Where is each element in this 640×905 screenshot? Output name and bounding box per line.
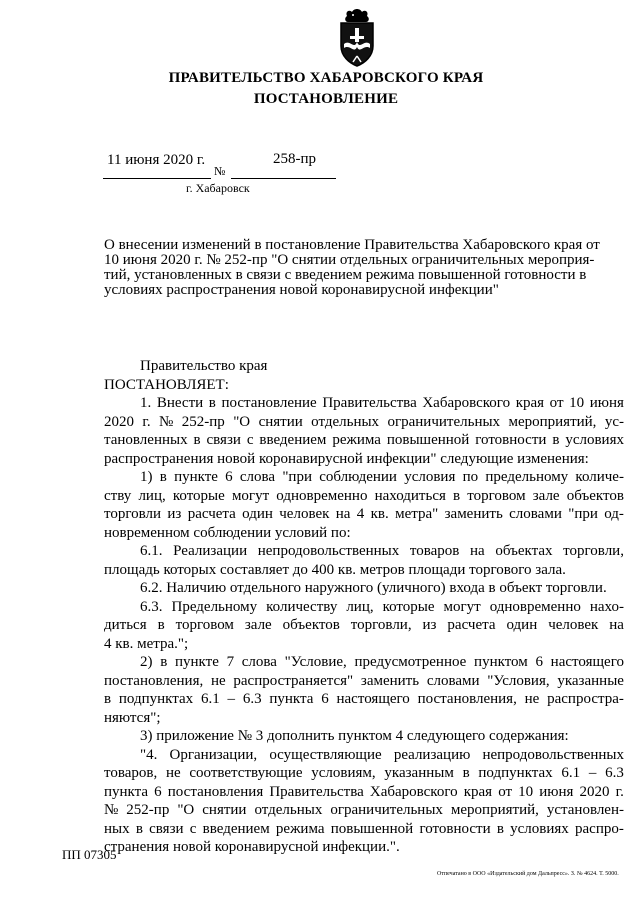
body-line xyxy=(104,820,624,839)
body-word: метра" xyxy=(395,506,439,522)
body-word: г. xyxy=(615,783,624,800)
body-word: непродовольственных xyxy=(482,746,624,763)
body-word: нахо- xyxy=(589,598,624,615)
body-word: Хабаровского xyxy=(422,395,511,411)
body-word: словами xyxy=(509,506,562,522)
body-word: в xyxy=(552,432,560,448)
body-word: отдельных xyxy=(254,802,323,818)
body-word: 6 xyxy=(154,783,162,800)
body-word: 1. xyxy=(140,395,152,411)
body-word: г. xyxy=(142,413,151,430)
body-word: предельному xyxy=(485,469,569,485)
body-word: кв. xyxy=(370,506,389,522)
body-word: 6.1. xyxy=(140,543,163,559)
body-word: которые xyxy=(172,487,225,504)
body-word: 6.3 xyxy=(242,691,262,707)
body-word: края xyxy=(515,395,545,411)
body-word: количе- xyxy=(575,469,624,485)
body-word: зале xyxy=(532,487,560,504)
body-word: одновременно xyxy=(489,598,581,615)
body-word: ограничительных xyxy=(330,802,443,818)
body-word: снятии xyxy=(258,413,303,430)
body-word: могут xyxy=(443,598,481,615)
body-word: отдельных xyxy=(311,413,380,430)
body-word: Хабаровского xyxy=(369,783,458,800)
body-word: повышенной xyxy=(386,432,470,448)
body-word: повышенной xyxy=(330,820,414,837)
coat-of-arms-icon xyxy=(333,6,381,68)
body-word: введением xyxy=(259,432,327,448)
body-word: – xyxy=(588,765,597,781)
body-word: распростра- xyxy=(547,691,624,707)
body-word: "О xyxy=(177,802,195,818)
body-word: в xyxy=(160,654,168,670)
body-word: соблюдении xyxy=(319,469,397,485)
body-word: могут xyxy=(231,487,270,504)
body-line xyxy=(104,746,624,765)
body-word: один xyxy=(506,617,538,633)
body-word: в xyxy=(496,820,504,837)
body-word: торговли xyxy=(104,506,162,522)
body-word: 10 xyxy=(518,783,534,800)
body-word: июня xyxy=(539,783,574,800)
body-word: объектах xyxy=(495,543,553,559)
body-line xyxy=(104,672,624,691)
body-word: настоящего xyxy=(336,691,410,707)
body-word: с xyxy=(246,432,254,448)
body-word: не xyxy=(165,765,181,781)
body-word: пункте xyxy=(175,654,219,670)
body-line xyxy=(104,431,624,450)
body-word: условиям, xyxy=(311,765,376,781)
body-word: 6.3 xyxy=(605,765,624,781)
body-word: 7 xyxy=(226,654,235,670)
body-word: непродовольственных xyxy=(257,543,400,559)
body-word: условиях xyxy=(510,820,569,837)
body-word: 6 xyxy=(225,469,233,485)
body-word: установлен- xyxy=(546,802,624,818)
number-underline xyxy=(231,178,336,179)
body-line xyxy=(104,542,624,561)
doc-date: 11 июня 2020 г. xyxy=(107,152,206,168)
body-word: 6.1 xyxy=(561,765,581,781)
body-word: осуществляющие xyxy=(269,746,382,763)
body-line: новременном соблюдении условий по: xyxy=(104,524,351,541)
body-word: предусмотренное xyxy=(354,654,467,670)
body-word: торговли, xyxy=(563,543,624,559)
body-line: распространения новой коронавирусной инфекции" следующие изменения: xyxy=(104,450,589,467)
body-word: одновременно xyxy=(276,487,368,504)
body-word: од- xyxy=(604,506,624,522)
body-line xyxy=(104,505,624,524)
body-word: слова xyxy=(239,469,276,485)
body-word: заменить xyxy=(360,672,420,689)
body-word: постановления, xyxy=(104,672,204,689)
body-word: в xyxy=(453,487,461,504)
body-word: постановления, xyxy=(417,691,517,707)
body-word: торговом xyxy=(467,487,526,504)
body-word: один xyxy=(242,506,273,522)
body-word: постановление xyxy=(221,395,317,411)
body-word: лиц, xyxy=(346,598,374,615)
body-word: подпунктах xyxy=(118,691,194,707)
body-line xyxy=(104,801,624,820)
body-word: распро- xyxy=(575,820,624,837)
doc-number: 258-пр xyxy=(273,151,317,167)
body-word: 4 xyxy=(356,506,365,522)
body-word: пункта xyxy=(269,691,314,707)
body-word: ству xyxy=(104,487,132,504)
body-word: связи xyxy=(206,432,241,448)
body-word: указанные xyxy=(557,672,624,689)
body-word: в xyxy=(193,432,201,448)
doc-body xyxy=(104,357,624,857)
body-word: июня xyxy=(589,395,624,411)
body-word: пунктом xyxy=(474,654,528,670)
body-line xyxy=(104,394,624,413)
body-word: Реализации xyxy=(173,543,248,559)
body-word: количеству xyxy=(266,598,338,615)
body-word: находиться xyxy=(374,487,446,504)
org-title: ПРАВИТЕЛЬСТВО ХАБАРОВСКОГО КРАЯ xyxy=(168,70,484,86)
body-word: соответствующие xyxy=(189,765,303,781)
body-word: 6 xyxy=(535,654,543,670)
body-word: условия xyxy=(404,469,456,485)
body-word: мероприятий, xyxy=(508,413,597,430)
body-word: объектов xyxy=(282,617,340,633)
body-word: человек xyxy=(548,617,599,633)
body-word: из xyxy=(167,506,182,522)
body-word: указанным xyxy=(384,765,454,781)
body-word: 2) xyxy=(140,654,153,670)
body-word: "Условия, xyxy=(487,672,550,689)
body-word: режима xyxy=(275,820,325,837)
body-word: Внести xyxy=(156,395,204,411)
body-word: связи xyxy=(149,820,184,837)
body-word: на xyxy=(609,617,624,633)
body-word: на xyxy=(470,543,485,559)
body-word: Правительства xyxy=(269,783,364,800)
subject-line: условиях распространения новой коронавирусной инфекции" xyxy=(104,282,499,298)
body-word: товаров xyxy=(409,543,460,559)
body-line xyxy=(104,783,624,802)
body-word: не xyxy=(210,672,226,689)
body-line: странения новой коронавирусной инфекции.". xyxy=(104,839,400,855)
body-word: "4. xyxy=(140,746,158,763)
body-word: в xyxy=(159,469,167,485)
body-lines xyxy=(104,394,624,857)
body-word: режима xyxy=(332,432,381,448)
body-word: 252-пр xyxy=(126,802,170,818)
body-word: реализацию xyxy=(393,746,471,763)
body-word: расчета xyxy=(447,617,496,633)
subject-line: 10 июня 2020 г. № 252-пр "О снятии отдельных ограничительных мероприя- xyxy=(104,252,595,268)
body-word: зале xyxy=(244,617,272,633)
body-line: 3) приложение № 3 дополнить пунктом 4 следующего содержания: xyxy=(140,728,569,744)
body-word: "О xyxy=(233,413,251,430)
body-word: пункта xyxy=(104,783,149,800)
body-line xyxy=(104,764,624,783)
number-sign: № xyxy=(214,164,226,178)
body-word: тановленных xyxy=(104,432,188,448)
body-word: человек xyxy=(279,506,330,522)
doc-city: г. Хабаровск xyxy=(186,181,250,195)
doc-subject xyxy=(104,238,624,298)
body-line xyxy=(104,653,624,672)
body-word: от xyxy=(498,783,513,800)
body-line: 4 кв. метра."; xyxy=(104,635,189,652)
body-word: диться xyxy=(104,617,147,633)
body-word: № xyxy=(159,413,174,430)
body-word: товаров, xyxy=(104,765,158,781)
body-word: торговом xyxy=(175,617,234,633)
body-word: расчета xyxy=(187,506,236,522)
body-line xyxy=(104,468,624,487)
doc-code: ПП 07305 xyxy=(62,847,117,862)
printer-imprint: Отпечатано в ООО «Издательский дом Дальпресс». З. № 4624. Т. 5000. xyxy=(437,871,619,877)
body-line: площадь которых составляет до 400 кв. метров площади торгового зала. xyxy=(104,561,566,578)
body-word: пункте xyxy=(174,469,218,485)
body-word: с xyxy=(189,820,197,837)
body-word: условиях xyxy=(565,432,624,448)
body-word: лиц, xyxy=(138,487,166,504)
body-word: края xyxy=(463,783,493,800)
body-line xyxy=(104,598,624,617)
body-word: по xyxy=(462,469,479,485)
doc-type-title: ПОСТАНОВЛЕНИЕ xyxy=(253,91,399,107)
body-word: Предельному xyxy=(171,598,258,615)
body-line: няются"; xyxy=(104,709,161,726)
body-word: настоящего xyxy=(550,654,624,670)
body-word: в xyxy=(208,395,216,411)
body-line: 6.2. Наличию отдельного наружного (уличного) входа в объект торговли. xyxy=(140,580,607,596)
body-word: в xyxy=(157,617,165,633)
body-word: на xyxy=(335,506,351,522)
body-word: 252-пр xyxy=(181,413,225,430)
body-word: распространяется" xyxy=(233,672,354,689)
body-word: не xyxy=(524,691,540,707)
body-word: "при xyxy=(568,506,598,522)
body-word: готовности xyxy=(475,432,547,448)
body-word: 2020 xyxy=(579,783,610,800)
body-word: 6.3. xyxy=(140,598,163,615)
body-word: Организации, xyxy=(169,746,258,763)
body-word: в xyxy=(462,765,470,781)
subject-line: О внесении изменений в постановление Правительства Хабаровского края от xyxy=(104,237,600,253)
body-word: объектов xyxy=(566,487,624,504)
body-word: 6 xyxy=(321,691,329,707)
body-word: 6.1 xyxy=(200,691,220,707)
body-word: 10 xyxy=(569,395,585,411)
body-word: мероприятий, xyxy=(450,802,539,818)
intro-line: Правительство края xyxy=(140,358,268,374)
body-word: торговли, xyxy=(350,617,412,633)
body-word: "при xyxy=(282,469,312,485)
body-word: 1) xyxy=(140,469,153,485)
body-word: 2020 xyxy=(104,413,134,430)
body-word: постановления xyxy=(167,783,264,800)
body-word: от xyxy=(549,395,564,411)
body-word: в xyxy=(135,820,143,837)
body-word: в xyxy=(104,691,112,707)
body-word: снятии xyxy=(202,802,247,818)
body-word: введением xyxy=(202,820,270,837)
body-word: – xyxy=(227,691,236,707)
date-underline xyxy=(103,178,211,179)
body-word: ограничительных xyxy=(387,413,501,430)
body-word: подпунктах xyxy=(478,765,553,781)
intro-line-decree: ПОСТАНОВЛЯЕТ: xyxy=(104,376,229,393)
body-word: ус- xyxy=(604,413,624,430)
body-word: Правительства xyxy=(322,395,417,411)
body-word: словами xyxy=(426,672,480,689)
body-word: готовности xyxy=(419,820,491,837)
body-word: заменить xyxy=(444,506,503,522)
body-word: слова xyxy=(241,654,277,670)
body-word: "Условие, xyxy=(284,654,347,670)
body-line xyxy=(104,616,624,635)
body-line xyxy=(104,690,624,709)
body-word: которые xyxy=(382,598,435,615)
body-word: № xyxy=(104,802,119,818)
subject-line: тий, установленных в связи с введением режима повышенной готовности в xyxy=(104,267,587,283)
body-word: из xyxy=(422,617,437,633)
body-line xyxy=(104,487,624,506)
body-word: ных xyxy=(104,820,130,837)
body-line xyxy=(104,413,624,432)
